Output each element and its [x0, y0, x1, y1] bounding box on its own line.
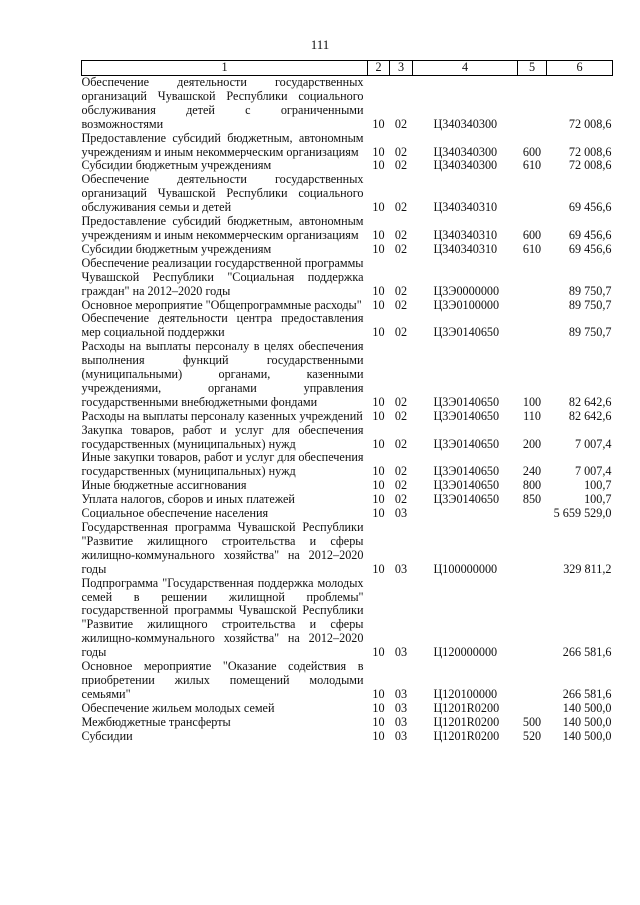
subsection-code: 02 — [394, 200, 408, 215]
target-article-code: Ц3Э0140650 — [433, 436, 500, 451]
section-code: 10 — [372, 283, 385, 298]
column-header: 5 — [518, 61, 547, 76]
amount: 82 642,6 — [568, 394, 612, 409]
table-row — [82, 716, 613, 730]
section-code: 10 — [372, 464, 385, 479]
table-row — [82, 76, 613, 132]
target-article-code: Ц340340300 — [433, 158, 498, 173]
row-description: Обеспечение деятельности центра предоставления мер социальной поддержки — [81, 311, 364, 340]
table-row — [82, 159, 613, 173]
section-code: 10 — [372, 686, 385, 701]
row-description: Расходы на выплаты персоналу в целях обеспечения выполнения функций государственными (муниципальными) органами, казенными учреждениями, органами управления государственными внебюджетными фондами — [81, 339, 364, 409]
expense-type-code — [518, 660, 547, 702]
amount: 69 456,6 — [568, 227, 612, 242]
subsection-code: 03 — [394, 728, 408, 743]
table-header-row — [82, 61, 613, 76]
section-code: 10 — [372, 492, 385, 507]
row-description: Субсидии бюджетным учреждениям — [81, 241, 272, 256]
table-row — [82, 521, 613, 577]
amount: 69 456,6 — [568, 200, 612, 215]
section-code: 10 — [372, 297, 385, 312]
row-description: Иные бюджетные ассигнования — [81, 478, 247, 493]
amount: 140 500,0 — [562, 728, 612, 743]
target-article-code: Ц340340310 — [433, 200, 498, 215]
table-row — [82, 215, 613, 243]
expense-type-code: 800 — [522, 478, 542, 493]
section-code: 10 — [372, 700, 385, 715]
target-article-code: Ц3Э0140650 — [433, 478, 500, 493]
subsection-code: 02 — [394, 394, 408, 409]
table-row — [82, 340, 613, 410]
subsection-code: 02 — [394, 436, 408, 451]
amount: 266 581,6 — [562, 645, 612, 660]
row-description: Основное мероприятие "Оказание содействия в приобретении жилых помещений молодыми семьями" — [81, 659, 364, 701]
column-header: 4 — [413, 61, 518, 76]
row-description: Обеспечение жильем молодых семей — [81, 700, 275, 715]
target-article-code: Ц340340300 — [433, 144, 498, 159]
subsection-code: 02 — [394, 227, 408, 242]
target-article-code: Ц3Э0100000 — [433, 297, 500, 312]
table-row — [82, 312, 613, 340]
target-article-code: Ц3Э0140650 — [433, 492, 500, 507]
expense-type-code: 200 — [522, 436, 542, 451]
table-row — [82, 173, 613, 215]
amount: 100,7 — [584, 492, 612, 507]
row-description: Обеспечение реализации государственной программы Чувашской Республики "Социальная поддержка граждан" на 2012–2020 годы — [81, 255, 364, 298]
table-row — [82, 299, 613, 313]
expense-type-code: 610 — [522, 241, 542, 256]
target-article-code: Ц1201R0200 — [433, 714, 500, 729]
row-description: Предоставление субсидий бюджетным, автономным учреждениям и иным некоммерческим организациям — [81, 214, 364, 242]
amount: 69 456,6 — [568, 241, 612, 256]
target-article-code: Ц340340310 — [433, 241, 498, 256]
target-article-code: Ц120000000 — [433, 645, 498, 660]
amount: 7 007,4 — [574, 436, 612, 451]
row-description: Подпрограмма "Государственная поддержка молодых семей в решении жилищной проблемы" государственной программы Чувашской Республики "Развитие жилищного строительства и сферы жилищно-коммунального хозяйства" на 2012–2020 годы — [81, 575, 364, 660]
expense-type-code: 600 — [522, 227, 542, 242]
table-row — [82, 702, 613, 716]
table-row — [82, 410, 613, 424]
section-code: 10 — [372, 506, 385, 521]
target-article-code: Ц1201R0200 — [433, 700, 500, 715]
table-row — [82, 479, 613, 493]
subsection-code: 02 — [394, 408, 408, 423]
expense-type-code — [518, 702, 547, 716]
section-code: 10 — [372, 158, 385, 173]
amount: 7 007,4 — [574, 464, 612, 479]
section-code: 10 — [372, 116, 385, 131]
amount: 72 008,6 — [568, 158, 612, 173]
expense-type-code — [518, 257, 547, 299]
budget-table — [81, 60, 613, 744]
subsection-code: 02 — [394, 492, 408, 507]
row-description: Межбюджетные трансферты — [81, 714, 231, 729]
target-article-code — [413, 507, 518, 521]
table-row — [82, 730, 613, 744]
table-body — [82, 76, 613, 744]
expense-type-code: 100 — [522, 394, 542, 409]
row-description: Субсидии — [81, 728, 133, 743]
amount: 89 750,7 — [568, 283, 612, 298]
table-row — [82, 577, 613, 660]
section-code: 10 — [372, 478, 385, 493]
expense-type-code: 110 — [523, 408, 541, 423]
section-code: 10 — [372, 144, 385, 159]
expense-type-code: 850 — [522, 492, 542, 507]
subsection-code: 03 — [394, 561, 408, 576]
row-description: Закупка товаров, работ и услуг для обеспечения государственных (муниципальных) нужд — [81, 422, 364, 451]
subsection-code: 02 — [394, 241, 408, 256]
section-code: 10 — [372, 325, 385, 340]
amount: 329 811,2 — [563, 561, 612, 576]
section-code: 10 — [372, 714, 385, 729]
target-article-code: Ц340340300 — [433, 116, 498, 131]
row-description: Обеспечение деятельности государственных организаций Чувашской Республики социального обслуживания семьи и детей — [81, 172, 364, 215]
subsection-code: 03 — [394, 700, 408, 715]
subsection-code: 02 — [394, 478, 408, 493]
expense-type-code — [518, 173, 547, 215]
target-article-code: Ц1201R0200 — [433, 728, 500, 743]
expense-type-code — [518, 521, 547, 577]
expense-type-code — [518, 76, 547, 132]
section-code: 10 — [372, 408, 385, 423]
amount: 100,7 — [584, 478, 612, 493]
table-row — [82, 451, 613, 479]
table-row — [82, 132, 613, 160]
expense-type-code: 500 — [522, 714, 542, 729]
amount: 82 642,6 — [568, 408, 612, 423]
page-number: 111 — [310, 37, 330, 52]
row-description: Предоставление субсидий бюджетным, автономным учреждениям и иным некоммерческим организациям — [81, 130, 364, 159]
subsection-code: 02 — [394, 464, 408, 479]
target-article-code: Ц3Э0140650 — [433, 408, 500, 423]
target-article-code: Ц100000000 — [433, 561, 498, 576]
subsection-code: 03 — [394, 645, 408, 660]
table-row — [82, 243, 613, 257]
section-code: 10 — [372, 561, 385, 576]
row-description: Основное мероприятие "Общепрограммные расходы" — [81, 297, 362, 312]
subsection-code: 02 — [394, 283, 408, 298]
table-row — [82, 257, 613, 299]
section-code: 10 — [372, 394, 385, 409]
expense-type-code — [518, 507, 547, 521]
row-description: Уплата налогов, сборов и иных платежей — [81, 492, 295, 507]
section-code: 10 — [372, 241, 385, 256]
section-code: 10 — [372, 227, 385, 242]
column-header: 6 — [547, 61, 613, 76]
section-code: 10 — [372, 645, 385, 660]
row-description: Субсидии бюджетным учреждениям — [81, 158, 272, 173]
subsection-code: 02 — [394, 325, 408, 340]
table-row — [82, 660, 613, 702]
subsection-code: 03 — [394, 686, 408, 701]
subsection-code: 02 — [394, 158, 408, 173]
subsection-code: 02 — [394, 116, 408, 131]
target-article-code: Ц3Э0140650 — [433, 394, 500, 409]
expense-type-code — [518, 312, 547, 340]
subsection-code: 02 — [394, 144, 408, 159]
column-header: 3 — [390, 61, 413, 76]
row-description: Обеспечение деятельности государственных организаций Чувашской Республики социального обслуживания детей с ограниченными возможностями — [81, 75, 364, 131]
expense-type-code: 610 — [522, 158, 542, 173]
section-code: 10 — [372, 200, 385, 215]
amount: 72 008,6 — [568, 144, 612, 159]
subsection-code: 02 — [394, 297, 408, 312]
target-article-code: Ц3Э0000000 — [433, 283, 500, 298]
column-header: 2 — [368, 61, 390, 76]
target-article-code: Ц340340310 — [433, 227, 498, 242]
row-description: Расходы на выплаты персоналу казенных учреждений — [81, 408, 363, 423]
amount: 266 581,6 — [562, 686, 612, 701]
amount: 89 750,7 — [568, 297, 612, 312]
table-row — [82, 507, 613, 521]
subsection-code: 03 — [394, 506, 408, 521]
column-header: 1 — [82, 61, 368, 76]
expense-type-code: 600 — [522, 144, 542, 159]
amount: 140 500,0 — [562, 714, 612, 729]
amount: 5 659 529,0 — [553, 506, 612, 521]
target-article-code: Ц120100000 — [433, 686, 498, 701]
expense-type-code: 240 — [522, 464, 542, 479]
amount: 72 008,6 — [568, 116, 612, 131]
section-code: 10 — [372, 728, 385, 743]
target-article-code: Ц3Э0140650 — [433, 325, 500, 340]
expense-type-code — [518, 299, 547, 313]
amount: 89 750,7 — [568, 325, 612, 340]
expense-type-code: 520 — [522, 728, 542, 743]
amount: 140 500,0 — [562, 700, 612, 715]
section-code: 10 — [372, 436, 385, 451]
row-description: Государственная программа Чувашской Республики "Развитие жилищного строительства и сферы жилищно-коммунального хозяйства" на 2012–2020 годы — [81, 520, 364, 576]
expense-type-code — [518, 577, 547, 660]
row-description: Социальное обеспечение населения — [81, 506, 269, 521]
subsection-code: 03 — [394, 714, 408, 729]
target-article-code: Ц3Э0140650 — [433, 464, 500, 479]
table-row — [82, 493, 613, 507]
row-description: Иные закупки товаров, работ и услуг для обеспечения государственных (муниципальных) нужд — [81, 450, 364, 479]
table-row — [82, 424, 613, 452]
